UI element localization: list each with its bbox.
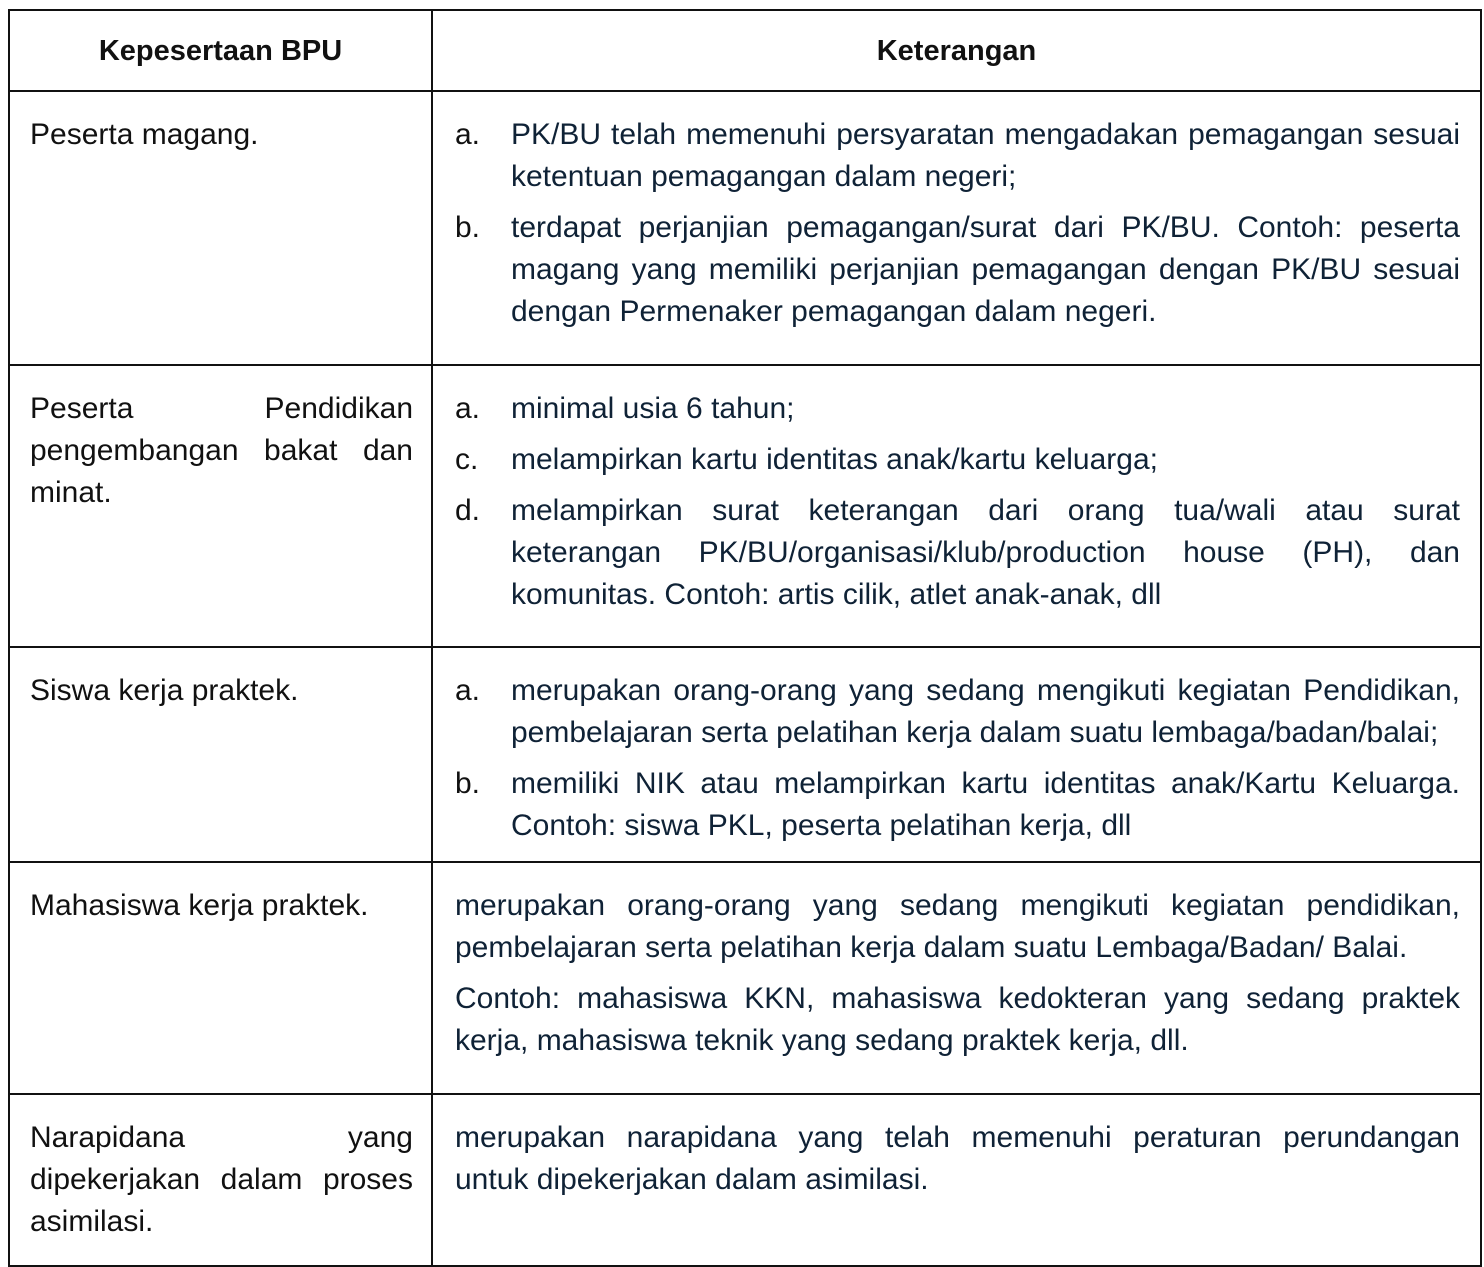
- list-item-text: melampirkan surat keterangan dari orang tua/wali atau surat keterangan PK/BU/organisasi/klub/production house (PH), dan komunitas. Contoh: artis cilik, atlet anak-anak, dll: [511, 494, 1460, 611]
- row-category: Siswa kerja praktek.: [9, 647, 432, 862]
- list-item: [455, 670, 1460, 754]
- bpu-membership-table: [8, 9, 1482, 1267]
- list-marker: d.: [455, 494, 481, 527]
- list-item-text: melampirkan kartu identitas anak/kartu keluarga;: [511, 443, 1158, 476]
- row-category: Mahasiswa kerja praktek.: [9, 862, 432, 1094]
- row-description: [432, 647, 1481, 862]
- row-description: [432, 1094, 1481, 1266]
- list-marker: c.: [455, 443, 479, 476]
- list-item: [455, 763, 1460, 847]
- list-item-text: PK/BU telah memenuhi persyaratan mengadakan pemagangan sesuai ketentuan pemagangan dalam negeri;: [511, 118, 1460, 193]
- header-kepesertaan: Kepesertaan BPU: [9, 10, 432, 91]
- row-description: [432, 365, 1481, 647]
- row-description: [432, 91, 1481, 365]
- row-category: Peserta magang.: [9, 91, 432, 365]
- list-marker: a.: [455, 392, 481, 425]
- list-marker: b.: [455, 767, 481, 800]
- list-item-text: merupakan orang-orang yang sedang mengikuti kegiatan Pendidikan, pembelajaran serta pelatihan kerja dalam suatu lembaga/badan/balai;: [511, 674, 1460, 749]
- list-item-text: minimal usia 6 tahun;: [511, 392, 795, 425]
- list-item: [455, 207, 1460, 333]
- list-marker: b.: [455, 211, 481, 244]
- table-row: [9, 647, 1481, 862]
- table-row: [9, 365, 1481, 647]
- list-marker: a.: [455, 674, 481, 707]
- example-paragraph: Contoh: mahasiswa KKN, mahasiswa kedokteran yang sedang praktek kerja, mahasiswa teknik yang sedang praktek kerja, dll.: [455, 982, 1460, 1057]
- table-row: [9, 862, 1481, 1094]
- row-description: [432, 862, 1481, 1094]
- list-item-text: terdapat perjanjian pemagangan/surat dari PK/BU. Contoh: peserta magang yang memiliki perjanjian pemagangan dengan PK/BU sesuai dengan Permenaker pemagangan dalam negeri.: [511, 211, 1460, 328]
- row-category: Peserta Pendidikan pengembangan bakat dan minat.: [9, 365, 432, 647]
- requirement-list: [455, 670, 1460, 847]
- table-header-row: [9, 10, 1481, 91]
- table-row: [9, 91, 1481, 365]
- row-category: Narapidana yang dipekerjakan dalam proses asimilasi.: [9, 1094, 432, 1266]
- table-row: [9, 1094, 1481, 1266]
- list-marker: a.: [455, 118, 481, 151]
- description-paragraph: merupakan narapidana yang telah memenuhi peraturan perundangan untuk dipekerjakan dalam asimilasi.: [455, 1121, 1460, 1196]
- requirement-list: [455, 388, 1460, 616]
- description-paragraph: merupakan orang-orang yang sedang mengikuti kegiatan pendidikan, pembelajaran serta pelatihan kerja dalam suatu Lembaga/Badan/ Balai.: [455, 889, 1460, 964]
- list-item: [455, 114, 1460, 198]
- requirement-list: [455, 114, 1460, 333]
- header-keterangan: Keterangan: [432, 10, 1481, 91]
- list-item-text: memiliki NIK atau melampirkan kartu identitas anak/Kartu Keluarga. Contoh: siswa PKL, peserta pelatihan kerja, dll: [511, 767, 1460, 842]
- list-item: [455, 388, 1460, 430]
- list-item: [455, 439, 1460, 481]
- list-item: [455, 490, 1460, 616]
